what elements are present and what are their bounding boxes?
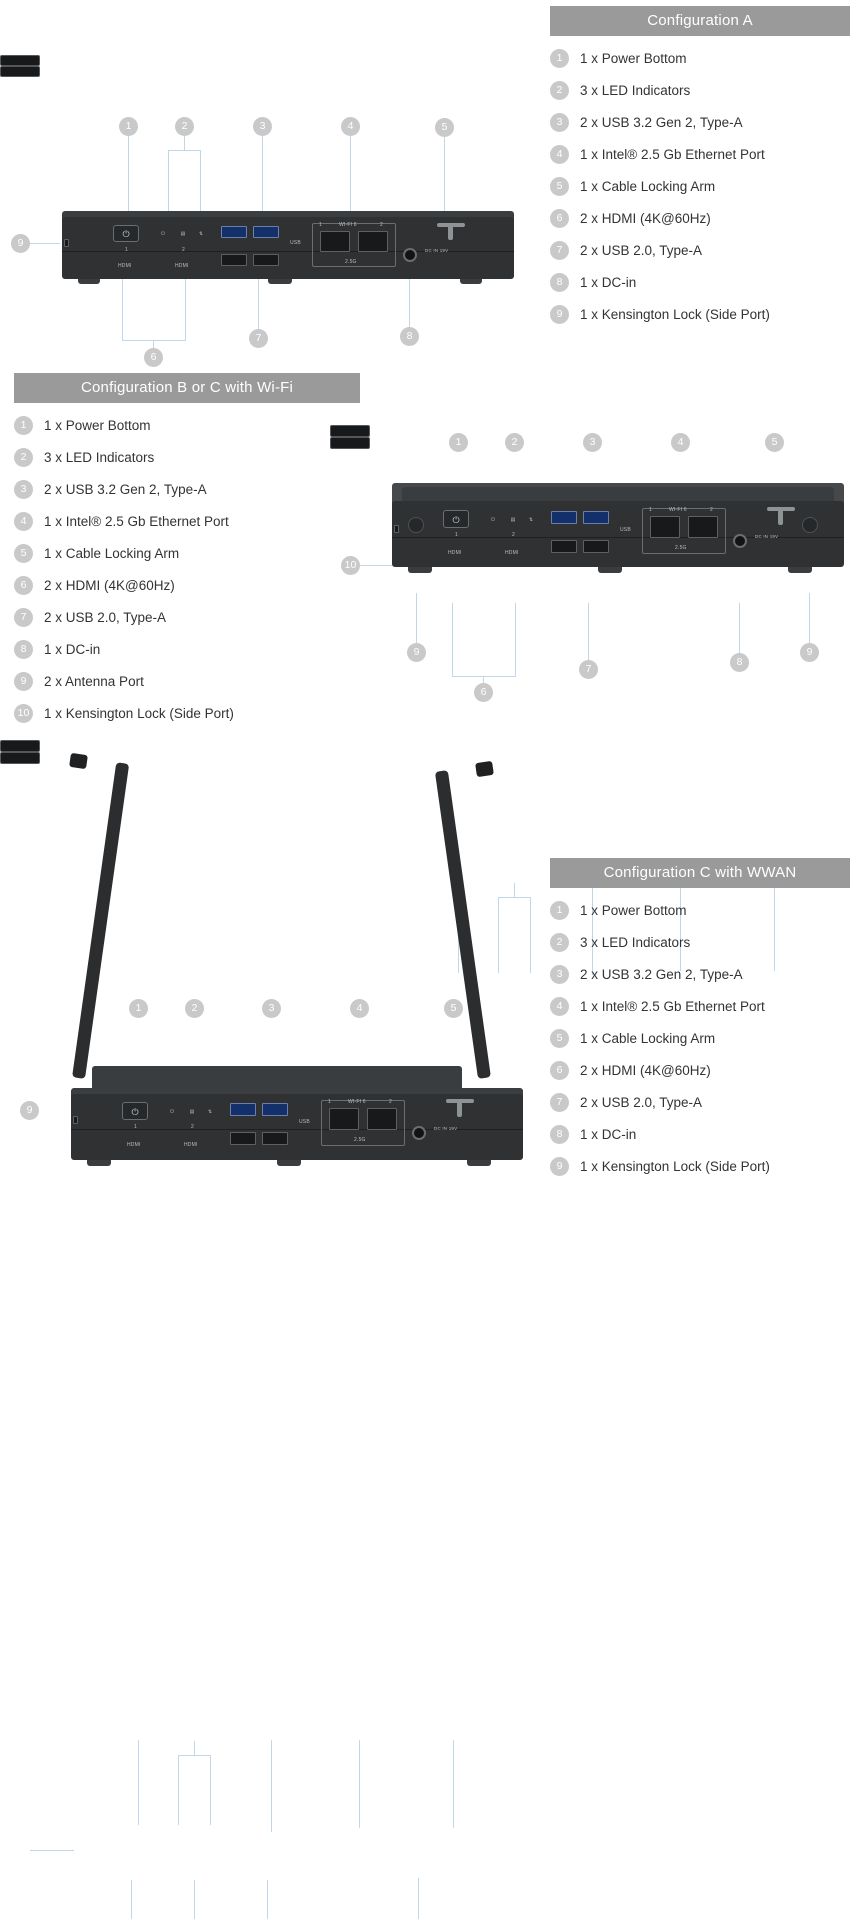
callout-9: 9 bbox=[11, 234, 30, 253]
legend-item-label: 3 x LED Indicators bbox=[580, 935, 691, 950]
leader-line bbox=[168, 150, 169, 218]
legend-config-c bbox=[550, 858, 850, 1176]
legend-number-badge: 3 bbox=[14, 480, 33, 499]
legend-number-badge: 1 bbox=[14, 416, 33, 435]
legend-number-badge: 8 bbox=[14, 640, 33, 659]
antenna-left bbox=[72, 762, 129, 1079]
leader-line bbox=[153, 340, 154, 348]
antenna-port-right bbox=[802, 517, 818, 533]
led-indicator-power: ⏻ bbox=[491, 517, 495, 523]
legend-number-badge: 9 bbox=[14, 672, 33, 691]
usb20-port-2 bbox=[262, 1132, 288, 1145]
leader-line bbox=[30, 243, 60, 244]
device-illustration-config-c bbox=[0, 740, 545, 1179]
led-indicator-power: ⏻ bbox=[170, 1109, 174, 1115]
device-foot-center bbox=[277, 1160, 301, 1166]
hdmi-label-2: HDMI bbox=[184, 1142, 198, 1148]
list-item bbox=[550, 1157, 850, 1176]
ethernet-port-2 bbox=[367, 1108, 397, 1130]
leader-line bbox=[359, 1740, 360, 1828]
list-item bbox=[550, 305, 850, 324]
led-indicator-power: ⏻ bbox=[161, 231, 165, 237]
antenna-left-cap bbox=[69, 753, 88, 769]
device-foot-center bbox=[268, 279, 292, 284]
list-item bbox=[550, 113, 850, 132]
leader-line bbox=[409, 271, 410, 327]
usb32-port-1 bbox=[551, 511, 577, 524]
legend-number-badge: 2 bbox=[550, 81, 569, 100]
legend-item-label: 2 x Antenna Port bbox=[44, 674, 144, 689]
legend-number-badge: 8 bbox=[550, 273, 569, 292]
legend-number-badge: 9 bbox=[550, 1157, 569, 1176]
lan-index-2: 2 bbox=[380, 222, 383, 228]
device-foot-left bbox=[78, 279, 100, 284]
led-indicator-disk: ▤ bbox=[510, 517, 516, 523]
legend-item-label: 2 x HDMI (4K@60Hz) bbox=[580, 211, 711, 226]
list-item bbox=[14, 576, 360, 595]
list-item bbox=[14, 608, 360, 627]
list-item bbox=[14, 544, 360, 563]
list-item bbox=[14, 640, 360, 659]
led-indicator-network: ⇅ bbox=[207, 1109, 213, 1115]
usb32-port-2 bbox=[262, 1103, 288, 1116]
lan-speed-label: 2.5G bbox=[354, 1137, 366, 1143]
leader-line bbox=[131, 1880, 132, 1919]
legend-number-badge: 4 bbox=[550, 145, 569, 164]
device-foot-right bbox=[467, 1160, 491, 1166]
legend-number-badge: 5 bbox=[14, 544, 33, 563]
usb32-port-1 bbox=[230, 1103, 256, 1116]
led-indicator-network: ⇅ bbox=[198, 231, 204, 237]
wifi6-label: WI-FI 6 bbox=[348, 1099, 366, 1105]
leader-line bbox=[258, 273, 259, 329]
list-item bbox=[14, 672, 360, 691]
lan-index-2: 2 bbox=[710, 507, 713, 513]
wifi6-label: WI-FI 6 bbox=[339, 222, 357, 228]
device-foot-right bbox=[788, 567, 812, 573]
ethernet-port-2 bbox=[688, 516, 718, 538]
legend-number-badge: 7 bbox=[550, 1093, 569, 1112]
list-item bbox=[14, 448, 360, 467]
lan-speed-label: 2.5G bbox=[675, 545, 687, 551]
leader-line bbox=[122, 270, 123, 340]
list-item bbox=[550, 241, 850, 260]
lan-index-1: 1 bbox=[319, 222, 322, 228]
callout-3: 3 bbox=[262, 999, 281, 1018]
device-stand bbox=[92, 1066, 462, 1090]
legend-item-label: 1 x DC-in bbox=[44, 642, 101, 657]
legend-item-label: 1 x DC-in bbox=[580, 275, 637, 290]
list-item bbox=[550, 273, 850, 292]
dc-in-label: DC IN 19V bbox=[434, 1126, 458, 1131]
legend-item-label: 1 x Intel® 2.5 Gb Ethernet Port bbox=[44, 514, 229, 529]
dc-in-port bbox=[733, 534, 747, 548]
dc-in-port bbox=[403, 248, 417, 262]
list-item bbox=[550, 145, 850, 164]
legend-number-badge: 8 bbox=[550, 1125, 569, 1144]
legend-number-badge: 3 bbox=[550, 965, 569, 984]
callout-7: 7 bbox=[249, 329, 268, 348]
list-item bbox=[550, 177, 850, 196]
legend-config-b bbox=[14, 373, 360, 723]
hdmi-port-1 bbox=[0, 740, 40, 752]
power-button[interactable]: ⏻ bbox=[443, 510, 469, 528]
list-item bbox=[550, 933, 850, 952]
device-foot-left bbox=[87, 1160, 111, 1166]
legend-title-config-c: Configuration C with WWAN bbox=[550, 858, 850, 888]
callout-5: 5 bbox=[435, 118, 454, 137]
kensington-lock-port bbox=[394, 525, 399, 533]
dc-in-label: DC IN 19V bbox=[755, 534, 779, 539]
dc-in-port bbox=[412, 1126, 426, 1140]
hdmi-index-1: 1 bbox=[134, 1124, 137, 1130]
usb-label: USB bbox=[290, 240, 301, 246]
legend-number-badge: 6 bbox=[550, 209, 569, 228]
hdmi-label-1: HDMI bbox=[127, 1142, 141, 1148]
lan-index-2: 2 bbox=[389, 1099, 392, 1105]
legend-item-label: 1 x Power Bottom bbox=[44, 418, 151, 433]
leader-line bbox=[452, 676, 516, 677]
device-foot-center bbox=[598, 567, 622, 573]
list-item bbox=[550, 1125, 850, 1144]
cable-locking-arm-post bbox=[457, 1102, 462, 1117]
legend-item-label: 1 x Intel® 2.5 Gb Ethernet Port bbox=[580, 999, 765, 1014]
list-item bbox=[14, 704, 360, 723]
legend-number-badge: 4 bbox=[14, 512, 33, 531]
usb20-port-2 bbox=[583, 540, 609, 553]
leader-line bbox=[185, 270, 186, 340]
legend-number-badge: 7 bbox=[14, 608, 33, 627]
callout-9: 9 bbox=[20, 1101, 39, 1120]
callout-5: 5 bbox=[765, 433, 784, 452]
led-indicator-disk: ▤ bbox=[189, 1109, 195, 1115]
leader-line bbox=[809, 593, 810, 643]
power-button[interactable]: ⏻ bbox=[122, 1102, 148, 1120]
callout-6: 6 bbox=[474, 683, 493, 702]
leader-line bbox=[452, 603, 453, 676]
callout-9-right: 9 bbox=[800, 643, 819, 662]
legend-number-badge: 6 bbox=[550, 1061, 569, 1080]
list-item bbox=[550, 997, 850, 1016]
legend-list-config-a bbox=[550, 49, 850, 324]
device-illustration-config-b bbox=[330, 425, 850, 698]
callout-3: 3 bbox=[253, 117, 272, 136]
list-item bbox=[550, 965, 850, 984]
leader-line bbox=[168, 150, 201, 151]
callout-1: 1 bbox=[129, 999, 148, 1018]
leader-line bbox=[360, 565, 396, 566]
device-illustration-config-a bbox=[0, 55, 540, 363]
legend-number-badge: 5 bbox=[550, 177, 569, 196]
antenna-right-cap bbox=[475, 761, 494, 777]
legend-number-badge: 4 bbox=[550, 997, 569, 1016]
legend-title-config-b: Configuration B or C with Wi-Fi bbox=[14, 373, 360, 403]
hdmi-index-2: 2 bbox=[182, 247, 185, 253]
legend-item-label: 2 x USB 3.2 Gen 2, Type-A bbox=[580, 115, 743, 130]
callout-7: 7 bbox=[579, 660, 598, 679]
usb32-port-2 bbox=[583, 511, 609, 524]
legend-item-label: 1 x Kensington Lock (Side Port) bbox=[44, 706, 234, 721]
power-button[interactable]: ⏻ bbox=[113, 225, 139, 242]
dc-in-label: DC IN 19V bbox=[425, 248, 449, 253]
usb20-port-1 bbox=[230, 1132, 256, 1145]
legend-number-badge: 10 bbox=[14, 704, 33, 723]
hdmi-port-1 bbox=[0, 55, 40, 66]
legend-list-config-c bbox=[550, 901, 850, 1176]
ethernet-port-1 bbox=[650, 516, 680, 538]
hdmi-port-1 bbox=[330, 425, 370, 437]
hdmi-index-1: 1 bbox=[125, 247, 128, 253]
hdmi-port-2 bbox=[330, 437, 370, 449]
leader-line bbox=[178, 1755, 211, 1756]
legend-list-config-b bbox=[14, 416, 360, 723]
list-item bbox=[550, 1061, 850, 1080]
list-item bbox=[550, 49, 850, 68]
list-item bbox=[14, 512, 360, 531]
leader-line bbox=[128, 133, 129, 218]
wifi6-label: WI-FI 6 bbox=[669, 507, 687, 513]
legend-number-badge: 7 bbox=[550, 241, 569, 260]
list-item bbox=[550, 81, 850, 100]
leader-line bbox=[418, 1878, 419, 1919]
list-item bbox=[14, 480, 360, 499]
legend-number-badge: 2 bbox=[550, 933, 569, 952]
callout-8: 8 bbox=[400, 327, 419, 346]
hdmi-label-1: HDMI bbox=[448, 550, 462, 556]
callout-2: 2 bbox=[505, 433, 524, 452]
usb-label: USB bbox=[620, 527, 631, 533]
usb20-port-1 bbox=[221, 254, 247, 266]
legend-item-label: 1 x Cable Locking Arm bbox=[580, 179, 716, 194]
legend-item-label: 3 x LED Indicators bbox=[580, 83, 691, 98]
leader-line bbox=[178, 1755, 179, 1825]
leader-line bbox=[267, 1880, 268, 1919]
leader-line bbox=[200, 150, 201, 218]
callout-1: 1 bbox=[449, 433, 468, 452]
leader-line bbox=[271, 1740, 272, 1832]
device-foot-right bbox=[460, 279, 482, 284]
legend-number-badge: 1 bbox=[550, 49, 569, 68]
legend-item-label: 2 x USB 2.0, Type-A bbox=[580, 243, 703, 258]
legend-item-label: 1 x Power Bottom bbox=[580, 51, 687, 66]
legend-item-label: 2 x USB 3.2 Gen 2, Type-A bbox=[580, 967, 743, 982]
hdmi-label-2: HDMI bbox=[175, 263, 189, 269]
usb32-port-1 bbox=[221, 226, 247, 238]
hdmi-label-2: HDMI bbox=[505, 550, 519, 556]
leader-line bbox=[416, 593, 417, 643]
device-foot-left bbox=[408, 567, 432, 573]
legend-item-label: 2 x USB 2.0, Type-A bbox=[580, 1095, 703, 1110]
hdmi-port-2 bbox=[0, 66, 40, 77]
legend-number-badge: 3 bbox=[550, 113, 569, 132]
usb-label: USB bbox=[299, 1119, 310, 1125]
hdmi-index-2: 2 bbox=[512, 532, 515, 538]
legend-item-label: 1 x DC-in bbox=[580, 1127, 637, 1142]
device-chassis-top-inner bbox=[402, 487, 834, 501]
leader-line bbox=[194, 1880, 195, 1919]
leader-line bbox=[184, 136, 185, 150]
callout-5: 5 bbox=[444, 999, 463, 1018]
lan-index-1: 1 bbox=[649, 507, 652, 513]
list-item bbox=[550, 209, 850, 228]
leader-line bbox=[444, 137, 445, 222]
ethernet-port-2 bbox=[358, 231, 388, 252]
callout-4: 4 bbox=[350, 999, 369, 1018]
legend-item-label: 2 x HDMI (4K@60Hz) bbox=[580, 1063, 711, 1078]
legend-item-label: 1 x Intel® 2.5 Gb Ethernet Port bbox=[580, 147, 765, 162]
leader-line bbox=[453, 1740, 454, 1828]
leader-line bbox=[30, 1850, 74, 1851]
kensington-lock-port bbox=[73, 1116, 78, 1124]
legend-item-label: 1 x Power Bottom bbox=[580, 903, 687, 918]
leader-line bbox=[122, 340, 186, 341]
legend-item-label: 2 x HDMI (4K@60Hz) bbox=[44, 578, 175, 593]
leader-line bbox=[515, 603, 516, 676]
legend-item-label: 1 x Kensington Lock (Side Port) bbox=[580, 307, 770, 322]
kensington-lock-port bbox=[64, 239, 69, 247]
legend-number-badge: 9 bbox=[550, 305, 569, 324]
leader-line bbox=[138, 1740, 139, 1825]
list-item bbox=[550, 901, 850, 920]
legend-config-a bbox=[550, 6, 850, 324]
leader-line bbox=[194, 1741, 195, 1755]
led-indicator-network: ⇅ bbox=[528, 517, 534, 523]
lan-speed-label: 2.5G bbox=[345, 259, 357, 265]
antenna-port-left bbox=[408, 517, 424, 533]
usb20-port-2 bbox=[253, 254, 279, 266]
leader-line bbox=[483, 676, 484, 683]
legend-item-label: 2 x USB 3.2 Gen 2, Type-A bbox=[44, 482, 207, 497]
hdmi-index-2: 2 bbox=[191, 1124, 194, 1130]
callout-8: 8 bbox=[730, 653, 749, 672]
callout-10: 10 bbox=[341, 556, 360, 575]
callout-6: 6 bbox=[144, 348, 163, 367]
callout-3: 3 bbox=[583, 433, 602, 452]
ethernet-port-1 bbox=[320, 231, 350, 252]
leader-line bbox=[588, 603, 589, 660]
usb32-port-2 bbox=[253, 226, 279, 238]
hdmi-label-1: HDMI bbox=[118, 263, 132, 269]
legend-title-config-a: Configuration A bbox=[550, 6, 850, 36]
legend-item-label: 1 x Cable Locking Arm bbox=[44, 546, 180, 561]
list-item bbox=[14, 416, 360, 435]
legend-number-badge: 2 bbox=[14, 448, 33, 467]
cable-locking-arm-post bbox=[778, 510, 783, 525]
legend-item-label: 1 x Cable Locking Arm bbox=[580, 1031, 716, 1046]
legend-number-badge: 1 bbox=[550, 901, 569, 920]
list-item bbox=[550, 1029, 850, 1048]
legend-item-label: 3 x LED Indicators bbox=[44, 450, 155, 465]
hdmi-port-2 bbox=[0, 752, 40, 764]
list-item bbox=[550, 1093, 850, 1112]
lan-index-1: 1 bbox=[328, 1099, 331, 1105]
ethernet-port-1 bbox=[329, 1108, 359, 1130]
callout-4: 4 bbox=[341, 117, 360, 136]
legend-item-label: 2 x USB 2.0, Type-A bbox=[44, 610, 167, 625]
hdmi-index-1: 1 bbox=[455, 532, 458, 538]
led-indicator-disk: ▤ bbox=[180, 231, 186, 237]
callout-2: 2 bbox=[175, 117, 194, 136]
antenna-right bbox=[435, 770, 491, 1079]
leader-line bbox=[739, 603, 740, 653]
callout-9-left: 9 bbox=[407, 643, 426, 662]
legend-number-badge: 5 bbox=[550, 1029, 569, 1048]
leader-line bbox=[210, 1755, 211, 1825]
callout-2: 2 bbox=[185, 999, 204, 1018]
callout-4: 4 bbox=[671, 433, 690, 452]
legend-item-label: 1 x Kensington Lock (Side Port) bbox=[580, 1159, 770, 1174]
usb20-port-1 bbox=[551, 540, 577, 553]
cable-locking-arm-post bbox=[448, 226, 453, 240]
leader-line bbox=[350, 135, 351, 220]
callout-1: 1 bbox=[119, 117, 138, 136]
legend-number-badge: 6 bbox=[14, 576, 33, 595]
